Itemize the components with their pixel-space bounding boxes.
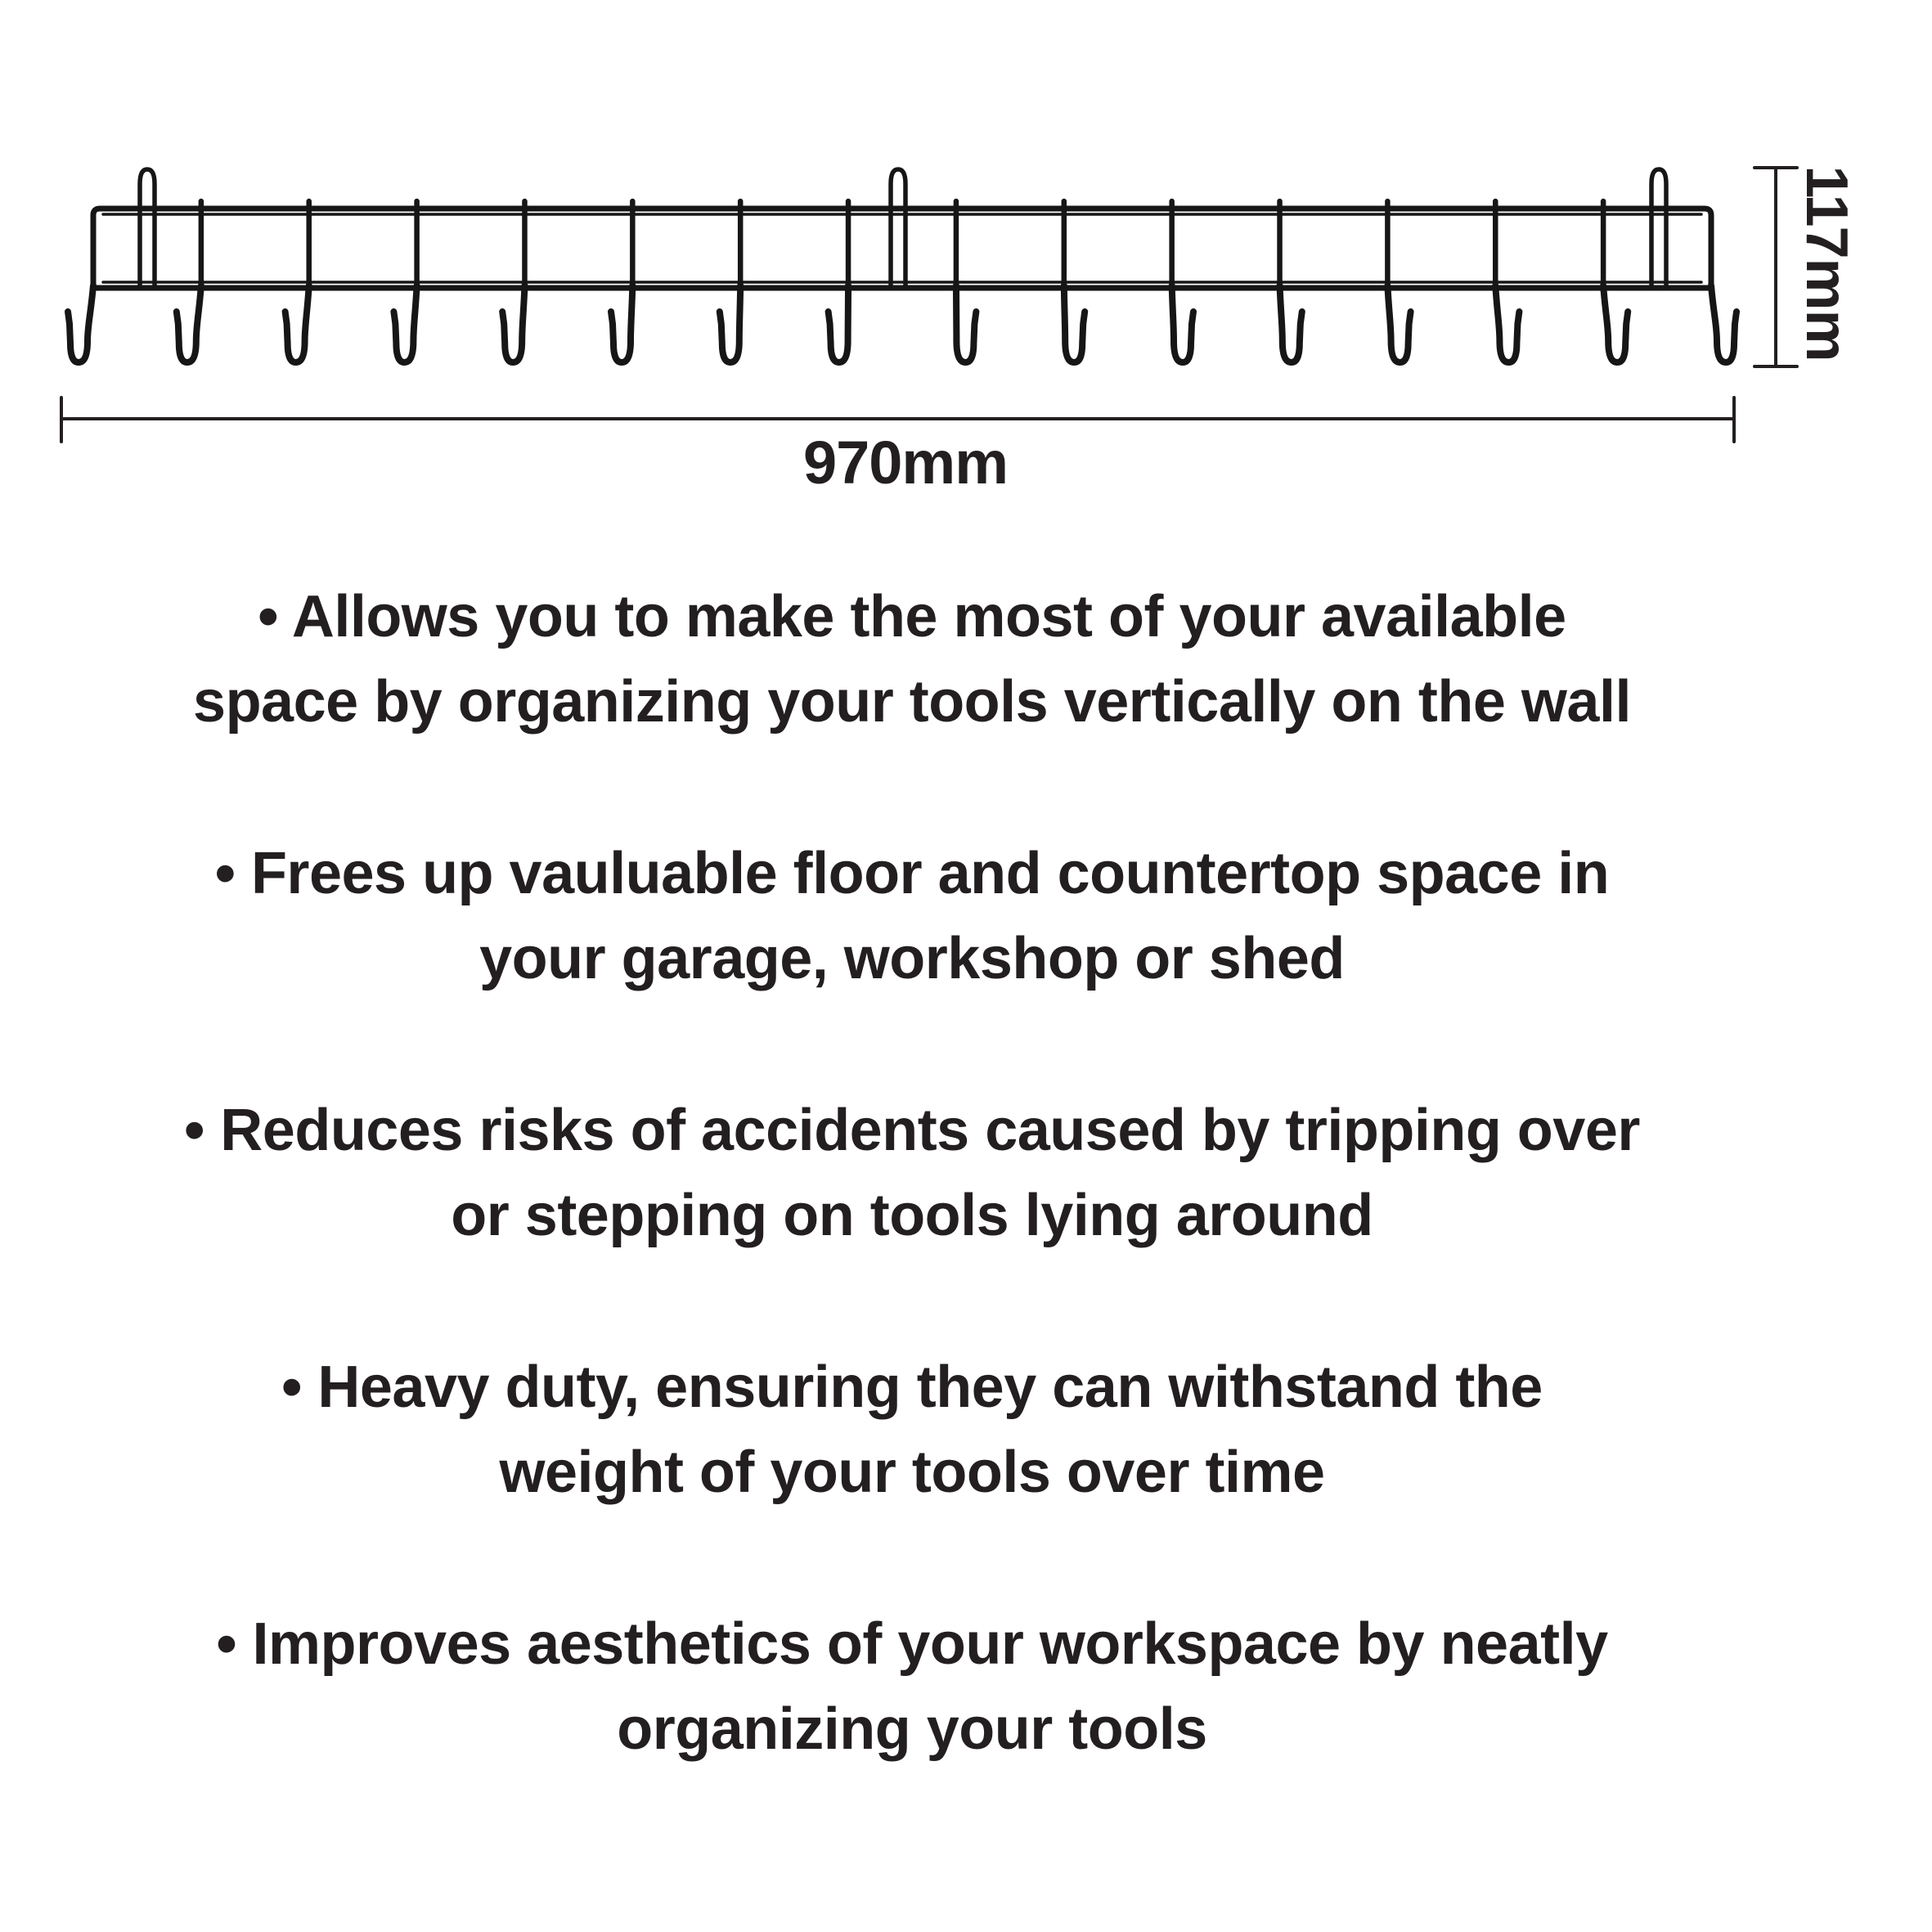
- bullet-line: your garage, workshop or shed: [479, 926, 1345, 991]
- rack-hook: [1711, 285, 1737, 362]
- bullet-item: [0, 1602, 1824, 1772]
- rack-hook: [502, 285, 524, 362]
- rack-hook: [611, 285, 632, 362]
- bullet-line: space by organizing your tools vertically on the wall: [193, 669, 1631, 735]
- rack-hook: [285, 285, 309, 362]
- rack-hook: [956, 285, 976, 362]
- bullet-line: • Reduces risks of accidents caused by tripping over: [184, 1098, 1640, 1163]
- height-dimension-label: 117mm: [1794, 165, 1859, 362]
- rack-mounting-loop: [1651, 169, 1666, 288]
- rack-hook: [68, 285, 93, 362]
- bullet-line: or stepping on tools lying around: [451, 1183, 1373, 1248]
- bullet-item: [0, 1345, 1824, 1515]
- bullet-line: • Allows you to make the most of your available: [258, 584, 1566, 649]
- bullet-line: weight of your tools over time: [499, 1440, 1325, 1505]
- bullet-line: • Heavy duty, ensuring they can withstand the: [281, 1355, 1543, 1420]
- bullet-line: • Improves aesthetics of your workspace by neatly: [216, 1611, 1608, 1677]
- rack-hook: [1603, 285, 1628, 362]
- rack-hook: [1387, 285, 1410, 362]
- bullet-item: [0, 1088, 1824, 1258]
- rack-hook: [393, 285, 416, 362]
- rack-hook: [1172, 285, 1193, 362]
- rack-hook: [720, 285, 740, 362]
- rack-hook: [177, 285, 201, 362]
- rack-mounting-loop: [891, 169, 905, 288]
- rack-hook: [1280, 285, 1302, 362]
- rack-hook: [829, 285, 848, 362]
- rack-hook: [1064, 285, 1085, 362]
- feature-bullet-list: [0, 574, 1824, 1772]
- width-dimension-label: 970mm: [802, 429, 1009, 496]
- rack-mounting-loop: [140, 169, 155, 288]
- bullet-line: • Frees up vauluable floor and countertop space in: [214, 841, 1610, 906]
- bullet-line: organizing your tools: [617, 1696, 1207, 1762]
- rack-frame: [93, 209, 1711, 288]
- bullet-item: [0, 574, 1824, 744]
- bullet-item: [0, 831, 1824, 1001]
- rack-hook: [1495, 285, 1519, 362]
